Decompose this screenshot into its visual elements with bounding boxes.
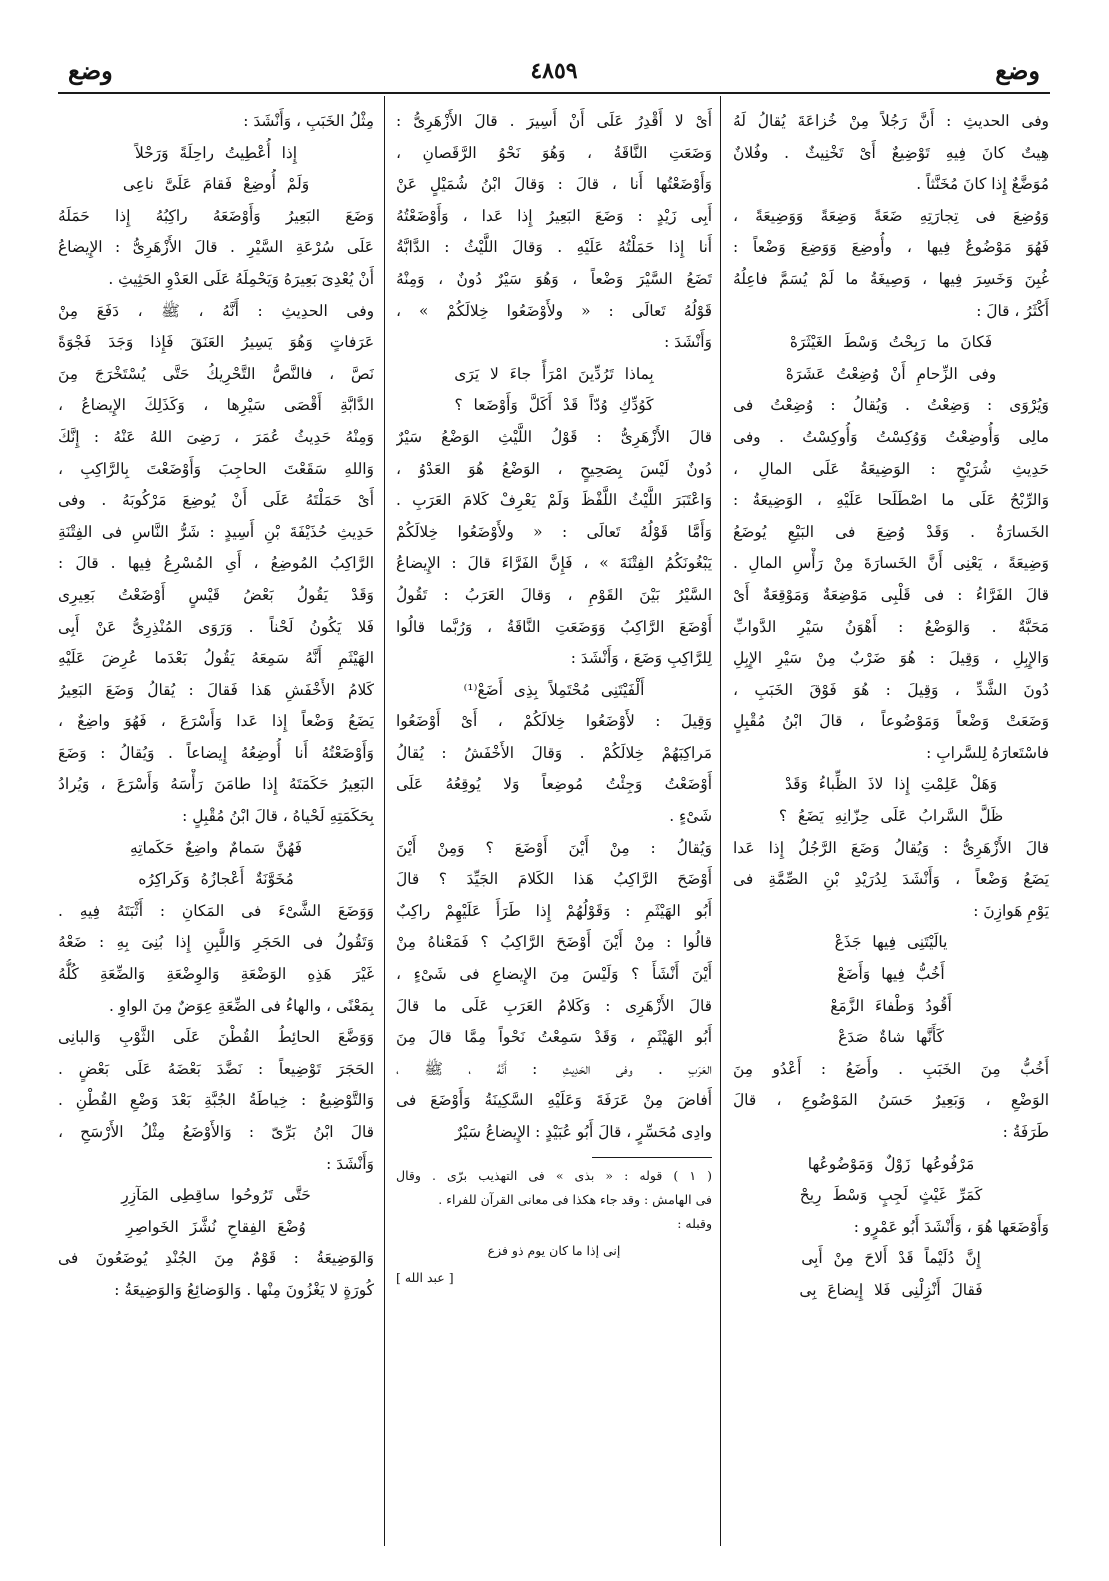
text-line: الخَسارَةُ . وَقَدْ وُضِعَ فى البَيْعِ يُوضَعُ	[733, 522, 1049, 541]
footnote-line: فى الهامش : وقد جاء هكذا فى معانى القرآن للفراء .	[438, 1191, 712, 1207]
text-line: أَىْ لا أَقْدِرُ عَلَى أَنْ أَسِيرَ . قالَ الأَزْهَرِىُّ :	[396, 112, 712, 130]
text-line: يَبْغُونَكُمُ الفِتْنَةَ » ، فَإِنَّ الفَرَّاءَ قالَ : الإِيضاعُ	[396, 554, 712, 573]
text-line: وَيُقالُ : مِنْ أَيْنَ أَوْضَعَ ؟ وَمِنْ أَيْنَ	[396, 838, 712, 857]
text-line: عَرَفاتٍ وَهُوَ يَسِيرُ العَنَقَ فَإِذا وَجَدَ فَجْوَةً	[58, 333, 374, 352]
verse-line: أَقُودُ وَطْفاءَ الزَّمَعْ	[830, 996, 952, 1015]
text-line: أَخُبُّ مِنَ الخَبَبِ . وأَضَعُ : أَعْدُو مِنَ	[733, 1059, 1049, 1078]
text-line: كُورَةٍ لا يَغْزُونَ مِنْها . وَالوَضائِعُ وَالوَضِيعَةُ :	[114, 1280, 374, 1299]
text-line: أَبُو الهَيْثَمِ : وَقَوْلُهُمْ إِذا طَرَأَ عَلَيْهِمْ راكِبٌ	[396, 901, 712, 920]
text-line: وَضَعَتِ النَّاقَةُ ، وَهُوَ نَحْوُ الرَّقَصانِ ،	[396, 143, 712, 162]
text-line: هِيتٌ كانَ فِيهِ تَوْضِيعٌ أَىْ تَخْنِيثٌ . وفُلانٌ	[733, 143, 1049, 162]
text-line: الهَيْثَمِ أَنَّهُ سَمِعَهُ يَقُولُ بَعْدَما عُرِضَ عَلَيْهِ	[58, 649, 374, 668]
text-column-right	[733, 106, 1049, 1544]
verse-line: وُضْعَ الفِقاحِ نُشَّزَ الخَواصِرِ	[126, 1217, 306, 1236]
text-line: تَضَعُ السَّيْرَ وَضْعاً ، وَهُوَ سَيْرٌ دُونٌ ، وَمِنْهُ	[396, 269, 712, 288]
header-root-word-right: وضع	[995, 56, 1040, 85]
text-line: وفى الحدِيثِ : أَنَّهُ ، ﷺ ، دَفَعَ مِنْ	[58, 301, 374, 320]
text-line: وَاللهِ سَقَعْتَ الحاجِبَ وَأَوْضَعْتَ بِالرَّاكِبِ ،	[58, 459, 374, 478]
text-line: وَقَدْ يَقُولُ بَعْضُ قَيْسٍ أَوْضَعْتُ بَعِيرِى	[58, 585, 374, 604]
text-line: أَىْ حَمَلْتَهُ عَلَى أَنْ يُوضِعَ مَرْكُوبَهُ . وفى	[58, 491, 374, 510]
text-line: قالَ الفَرَّاءُ : فى قَلْبِى مَوْضِعَةٌ وَمَوْقِعَةٌ أَىْ	[733, 585, 1049, 604]
text-line: قالَ ابْنُ بَرِّىّ : وَالأَوْضَعُ مِثْلُ الأَرْسَحِ ،	[58, 1123, 374, 1141]
footnote-verse: إنى إذا ما كان يوم ذو فزع	[487, 1242, 621, 1258]
page-header	[58, 56, 1050, 90]
text-line: طَرَفَةُ :	[1002, 1123, 1049, 1141]
text-line: قالَ الأَزْهَرِى : وَكَلامُ العَرَبِ عَلَى ما قالَ	[396, 996, 712, 1015]
text-line: يَضَعُ وَضْعاً إِذا عَدا وَأَسْرَعَ ، فَهُوَ واضِعٌ ،	[58, 712, 374, 731]
text-line: شَىْءٍ .	[669, 807, 712, 826]
text-line: وَالتَّوْضِيعُ : خِياطَةُ الجُبَّةِ بَعْدَ وَضْعِ القُطْنِ .	[58, 1091, 374, 1110]
text-line: حَدِيثِ شُرَيْحٍ : الوَضِيعَةُ عَلَى المالِ ،	[733, 459, 1049, 478]
text-line: وَقِيلَ : لأَوْضَعُوا خِلالَكُمْ ، أَىْ أَوْضَعُوا	[396, 712, 712, 731]
text-line: فاسْتَعارَهُ لِلسَّرابِ :	[926, 743, 1049, 762]
text-line: الرَّاكِبُ المُوضِعُ ، أَىِ المُسْرِعُ فِيها . قالَ :	[58, 554, 374, 573]
text-line: نَصَّ ، فالنَّصُّ التَّحْرِيكُ حَتَّى يُسْتَخْرَجَ مِنَ	[58, 364, 374, 383]
text-line: وَوَضَعَ الشَّىْءَ فى المَكانِ : أَثْبَتَهُ فِيهِ .	[58, 901, 374, 920]
text-line: وَضِيعَةً ، يَعْنِى أَنَّ الخَسارَةَ مِنْ رَأْسِ المالِ .	[733, 554, 1049, 573]
text-line: يَوْمِ هَوازِنَ :	[973, 901, 1049, 920]
text-line: السَّيْرُ بَيْنَ القَوْمِ ، وَقالَ العَرَبُ : تَقُولُ	[396, 585, 712, 604]
text-line: أَنا إِذا حَمَلْتُهُ عَلَيْهِ . وَقالَ اللَّيْثُ : الدَّابَّةُ	[396, 238, 712, 257]
verse-line: وَهَلْ عَلِمْتِ إِذا لاذَ الظِّباءُ وَقَدْ	[784, 775, 998, 794]
text-line: أَفاضَ مِنْ عَرَفَةَ وَعَلَيْهِ السَّكِينَةُ وَأَوْضَعَ فى	[396, 1091, 712, 1110]
text-line: فَهُوَ مَوْضُوعٌ فِيها ، وأُوضِعَ وَوَضِعَ وَضْعاً :	[733, 238, 1049, 257]
text-line: مَراكِبَهُمْ خِلالَكُمْ . وَقالَ الأَخْفَشُ : يُقالُ	[396, 743, 712, 762]
verse-line: فَقالَ أَنْزِلْنِى فَلا إِيضاعَ بِى	[799, 1280, 983, 1299]
text-line: وَأَوْضَعْتُهُ أَنا أُوضِعُهُ إِيضاعاً . وَيُقالُ : وَضَعَ	[58, 743, 374, 762]
text-line: حَدِيثِ حُذَيْفَةَ بْنِ أَسِيدٍ : شَرُّ النَّاسِ فى الفِتْنَةِ	[58, 522, 374, 541]
text-line: وَأَنْشَدَ :	[326, 1154, 374, 1173]
text-line: أَوْضَحَ الرَّاكِبُ هَذا الكَلامَ الجَيِّدَ ؟ قالَ	[396, 870, 712, 889]
text-line: أَبُو الهَيْثَمِ ، وَقَدْ سَمِعْتُ نَحْواً مِمَّا قالَ مِنَ	[396, 1028, 712, 1047]
text-column-middle	[396, 106, 712, 1544]
text-line: وَأَمَّا قَوْلُهُ تَعالَى : « ولأَوْضَعُوا خِلالَكُمْ	[396, 522, 712, 541]
text-line: وَيُرْوَى : وَضِعْتُ . وَيُقالُ : وُضِعْتُ فى	[733, 396, 1049, 415]
verse-line: وفى الزِّحامِ أَنْ وُضِعْتُ عَشَرَهْ	[785, 364, 997, 383]
text-line: البَعِيرُ حَكَمَتَهُ إِذا طامَنَ رَأْسَهُ وَأَسْرَعَ ، وَيُرادُ	[58, 775, 374, 794]
text-line: فَلا يَكُونُ لَحْناً . وَرَوَى المُنْذِرِىُّ عَنْ أَبِى	[58, 617, 374, 636]
verse-line: كَمَرِّ غَيْثٍ لَجِبٍ وَسْطَ رِيحْ	[799, 1186, 983, 1205]
text-line: وَضَعَ البَعِيرُ وَأَوْضَعَهُ راكِبُهُ إِذا حَمَلَهُ	[58, 206, 374, 225]
verse-line: يالَيْتَنِى فِيها جَذَعْ	[834, 933, 948, 952]
text-line: غَيْرَ هَذِهِ الوَضْعَةِ وَالوِضْعَةِ وَالضِّعَةِ كُلُّهُ	[58, 965, 374, 984]
text-line: قالُوا : مِنْ أَيْنَ أَوْضَحَ الرَّاكِبُ ؟ فَمَعْناهُ مِنْ	[396, 933, 712, 952]
text-line: وَالرِّبْحُ عَلَى ما اصْطَلَحا عَلَيْهِ ، الوَضِيعَةُ :	[733, 491, 1049, 510]
text-column-left	[58, 106, 374, 1544]
header-rule	[58, 92, 1050, 94]
column-divider	[384, 96, 385, 1546]
text-line: يَضَعُ وَضْعاً ، وَأَنْشَدَ لِدُرَيْدِ بْنِ الصِّمَّةِ فى	[733, 870, 1049, 889]
text-line: وادِى مُحَسِّرٍ ، قالَ أَبُو عُبَيْدٍ : الإِيضاعُ سَيْرٌ	[454, 1123, 712, 1141]
text-line: أَبِى زَيْدٍ : وَضَعَ البَعِيرُ إِذا عَدا ، وَأَوْضَعْتُهُ	[396, 206, 712, 225]
text-line: عَلَى سُرْعَةِ السَّيْرِ . قالَ الأَزْهَرِىُّ : الإِيضاعُ	[58, 238, 374, 257]
text-line: أَوْضَعْتُ وَجِئْتُ مُوضِعاً وَلا يُوقِعُهُ عَلَى	[396, 775, 712, 794]
verse-line: إِنَّ دُلَيْماً قَدْ أَلاحَ مِنْ أَبِى	[801, 1249, 981, 1268]
text-line: وَأَوْضَعْتُها أَنا ، قالَ : وَقالَ ابْنُ شُمَيْلٍ عَنْ	[396, 175, 712, 194]
text-line: مُوَضَّعٌ إِذا كانَ مُخَنَّثاً .	[916, 175, 1049, 194]
text-line: أَكْثَرُ ، قالَ :	[976, 301, 1049, 320]
text-line: وَأَوْضَعَها هُوَ ، وَأَنْشَدَ أَبُو عَمْرٍو :	[853, 1217, 1049, 1236]
footnote-line: ( ١ ) قوله : « بذى » فى التهذيب برّى . وقال	[396, 1167, 712, 1183]
verse-line: إِذا أُعْطِيتُ راحِلَةً وَرَحْلاً	[134, 143, 298, 162]
text-line: بِحَكَمَتِهِ لَحْياهُ ، قالَ ابْنُ مُقْبِلٍ :	[182, 807, 374, 826]
text-line: الحَجَرَ تَوْضِيعاً : نَضَّدَ بَعْضَهُ عَلَى بَعْضٍ .	[58, 1059, 374, 1078]
text-line: وَالإِبِلِ ، وَقِيلَ : هُوَ ضَرْبٌ مِنْ سَيْرِ الإِبِلِ	[733, 649, 1049, 668]
verse-line: مُخَوَّنَةٌ أَعْجازُهُ وَكَراكِرُه	[138, 870, 294, 889]
text-line: الوَضْعِ ، وَبَعِيرٌ حَسَنُ المَوْضُوعِ ، قالَ	[733, 1091, 1049, 1110]
header-root-word-left: وضع	[68, 56, 113, 85]
text-line: وَضَعَتْ وَضْعاً وَمَوْضُوعاً ، قالَ ابْنُ مُقْبِلٍ	[733, 712, 1049, 731]
text-line: أَنْ يُعْدِىَ بَعِيرَهُ وَيَحْمِلَهُ عَلَى العَدْوِ الحَثِيثِ .	[108, 269, 374, 288]
text-line: وَالوَضِيعَةُ : قَوْمٌ مِنَ الجُنْدِ يُوضَعُونَ فى	[58, 1249, 374, 1268]
text-line: كَلامُ الأَخْفَشِ هَذا فَقالَ : يُقالُ وَضَعَ البَعِيرُ	[58, 680, 374, 699]
text-line: وَمِنْهُ حَدِيثُ عُمَرَ ، رَضِىَ اللهُ عَنْهُ : إِنَّكَ	[58, 427, 374, 446]
text-line: وَوَضَّعَ الحائِطُ القُطْنَ عَلَى الثَّوْبِ وَالبانِى	[58, 1028, 374, 1047]
footnote-signature: [ عبد الله ]	[396, 1269, 454, 1285]
footnote-rule	[592, 1157, 712, 1158]
verse-line: حَتَّى تَرُوحُوا ساقِطِى المَآزِرِ	[121, 1186, 311, 1205]
text-line: وَأَنْشَدَ :	[664, 333, 712, 352]
text-line: قالَ الأَزْهَرِىُّ : قَوْلُ اللَّيْثِ الوَضْعُ سَيْرٌ	[396, 427, 712, 446]
verse-line: أَخُبُّ فِيها وَأَضَعْ	[837, 965, 945, 984]
text-line: الدَّابَّةِ أَقْصَى سَيْرِها ، وَكَذَلِكَ الإِيضاعُ ،	[58, 396, 374, 415]
verse-line: فَهُنَّ سَمامٌ واضِعٌ حَكَماتِهِ	[130, 838, 302, 857]
verse-line: كَأَنَّها شاةٌ صَدَعْ	[838, 1028, 944, 1047]
verse-line: بِماذا تَرُدِّينَ امْرَأً جاءَ لا يَرَى	[454, 364, 654, 383]
text-line: أَيْنَ أَنْشَأَ ؟ وَلَيْسَ مِنَ الإِيضاعِ فى شَىْءٍ ،	[396, 965, 712, 984]
text-line: غُبِنَ وَخَسِرَ فِيها ، وَصِيغَةُ ما لَمْ يُسَمَّ فاعِلُهُ	[733, 269, 1049, 288]
text-line: قَوْلُهُ تَعالَى : « ولأَوْضَعُوا خِلالَكُمْ » ،	[396, 301, 712, 320]
text-column-middle-body	[396, 106, 712, 1149]
text-line: دُونٌ لَيْسَ بِصَحِيحٍ ، الوَضْعُ هُوَ العَدْوُ ،	[396, 459, 712, 478]
footnote-line: وقبله :	[677, 1215, 712, 1231]
text-line: مالِى وَأُوضِعْتُ وَوُكِسْتُ وَأُوكِسْتُ . وفى	[733, 427, 1049, 446]
text-line: لِلرَّاكِبِ وَضَعَ ، وَأَنْشَدَ :	[570, 649, 712, 668]
text-line: بِمَعْنًى ، والهاءُ فى الضِّعَةِ عِوَضٌ مِنَ الواوِ .	[109, 996, 374, 1015]
column-divider	[720, 96, 721, 1546]
text-line: مِثْلُ الخَبَبِ ، وَأَنْشَدَ :	[243, 112, 374, 130]
text-line: العَرَبِ . وفى الحَدِيثِ : أَنَّهُ ، ﷺ ،	[396, 1059, 712, 1078]
text-line: وَوُضِعَ فى تِجارَتِهِ ضَعَةً وَضِعَةً وَوَضِيعَةً ،	[733, 206, 1049, 225]
text-line: أَوْضَعَ الرَّاكِبُ وَوَضَعَتِ النَّاقَةُ ، وَرُبَّما قالُوا	[396, 617, 712, 636]
text-line: وَتَقُولُ فى الحَجَرِ وَاللَّبِنِ إِذا بُنِىَ بِهِ : ضَعْهُ	[58, 933, 374, 952]
text-line: وَاعْتَبَرَ اللَّيْثُ اللَّفْظَ وَلَمْ يَعْرِفْ كَلامَ العَرَبِ .	[396, 491, 712, 510]
page-number: ٤٨٥٩	[530, 58, 578, 84]
text-line: وفى الحديثِ : أَنَّ رَجُلاً مِنْ خُزاعَةَ يُقالُ لَهُ	[733, 112, 1049, 130]
verse-line: ظَلَّ السَّرابُ عَلَى حِزّانِهِ يَضَعُ ؟	[778, 807, 1004, 826]
verse-line: كَوُدِّكِ وُدّاً قَدْ أَكَلَّ وَأَوْضَعا ؟	[454, 396, 654, 415]
text-line: دُونَ الشَّدِّ ، وَقِيلَ : هُوَ فَوْقَ الخَبَبِ ،	[733, 680, 1049, 699]
verse-line: فَكانَ ما رَبِحْتُ وَسْطَ الغَيْثَرَهْ	[789, 333, 993, 352]
text-line: مَحَبَّةٌ . وَالوَضْعُ : أَهْوَنُ سَيْرِ الدَّوابِّ	[733, 617, 1049, 636]
verse-line: أَلْفَيْتَنِى مُحْتَمِلاً بِذِى أَضَعْ⁽¹⁾	[463, 680, 645, 699]
footnote	[396, 1157, 712, 1290]
text-line: قالَ الأَزْهَرِىُّ : وَيُقالُ وَضَعَ الرَّجُلُ إِذا عَدا	[733, 838, 1049, 857]
verse-line: وَلَمْ أُوضِعْ فَقامَ عَلَىَّ ناعِى	[122, 175, 310, 194]
verse-line: مَرْفُوعُها زَوْلٌ وَمَوْضُوعُها	[807, 1154, 975, 1173]
